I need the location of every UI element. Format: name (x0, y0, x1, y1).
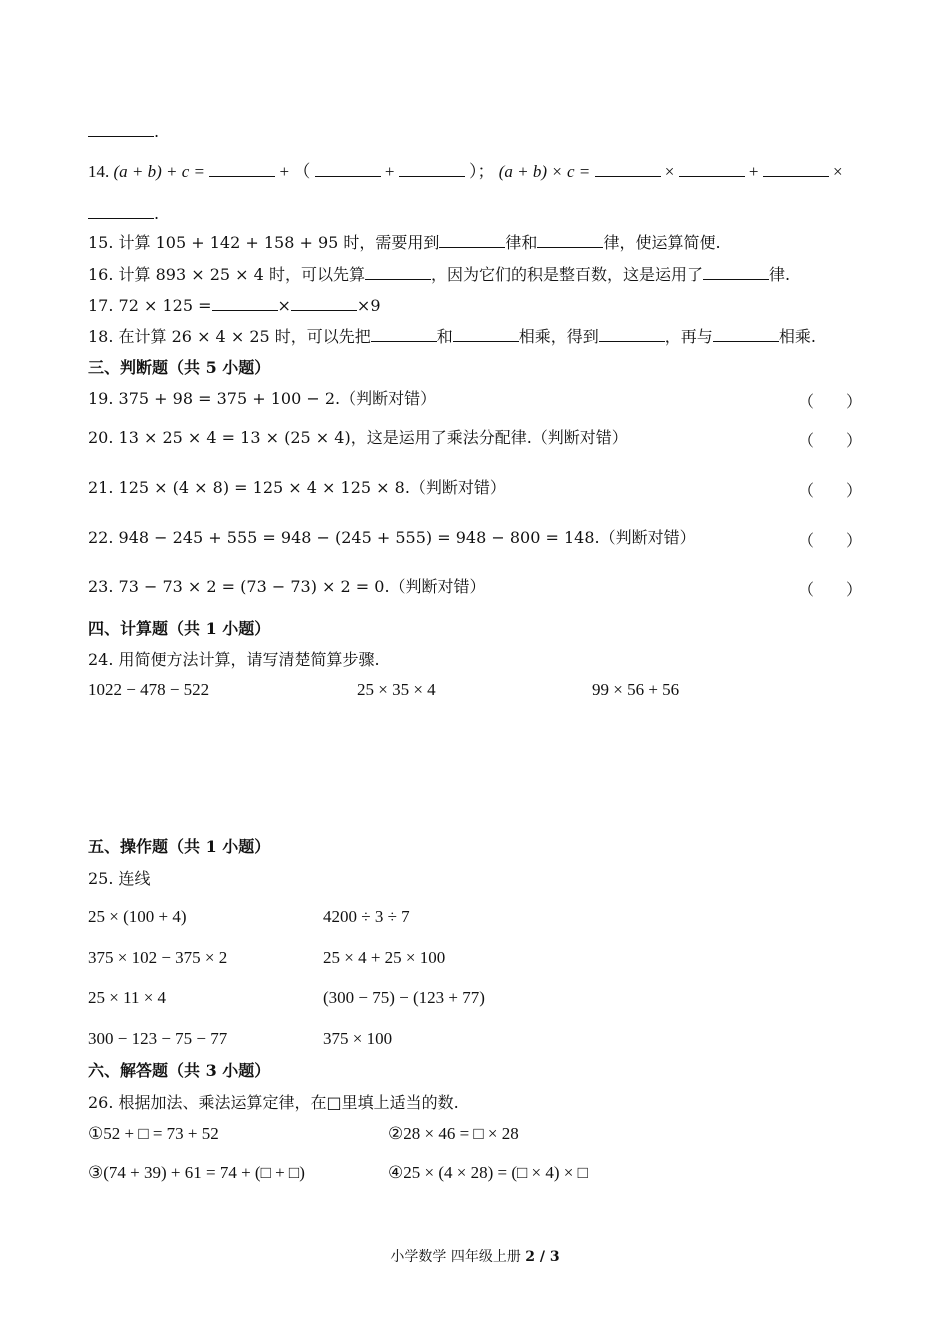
judge-item-22: 22. 948 − 245 + 555 = 948 − (245 + 555) = 948 − 800 = 148.（判断对错） (88, 528, 696, 547)
answer-blank (315, 162, 381, 177)
q26-item-2: ②28 × 46 = □ × 28 (388, 1124, 519, 1143)
judge-item-19: 19. 375 + 98 = 375 + 100 − 2.（判断对错） (88, 389, 437, 408)
q18-a: 和 (436, 327, 453, 346)
q14-lhs2: (a + b) × c = (498, 162, 591, 181)
answer-paren-22[interactable]: （ ） (798, 531, 863, 550)
judge-item-21: 21. 125 × (4 × 8) = 125 × 4 × 125 × 8.（判断对错） (88, 478, 506, 497)
q16-post: 律. (768, 265, 791, 284)
q26-title: 26. 根据加法、乘法运算定律，在□里填上适当的数. (88, 1093, 459, 1112)
q14-tail: . (154, 204, 160, 223)
q14-lhs1: (a + b) + c = (113, 162, 206, 181)
q26-item-1: ①52 + □ = 73 + 52 (88, 1124, 219, 1143)
section-heading-4: 四、计算题（共 1 小题） (88, 619, 271, 638)
q15-mid: 律和 (505, 233, 538, 252)
answer-blank (365, 265, 431, 280)
answer-blank (439, 233, 505, 248)
page-footer (0, 1246, 950, 1266)
answer-blank (595, 162, 661, 177)
q17-post: ×9 (356, 296, 381, 315)
answer-paren-23[interactable]: （ ） (798, 580, 863, 599)
judge-item-23: 23. 73 − 73 × 2 = (73 − 73) × 2 = 0.（判断对错） (88, 577, 486, 596)
q24-expr-3: 99 × 56 + 56 (592, 680, 680, 699)
q18-d: 相乘. (778, 327, 816, 346)
q13-tail: . (154, 122, 160, 141)
q26-item-4: ④25 × (4 × 28) = (□ × 4) × □ (388, 1163, 588, 1182)
judge-item-20: 20. 13 × 25 × 4 = 13 × (25 × 4)，这是运用了乘法分配律.（判断对错） (88, 428, 628, 447)
q18-b: 相乘，得到 (518, 327, 599, 346)
answer-paren-21[interactable]: （ ） (798, 481, 863, 500)
q14-tail-line (88, 204, 159, 224)
answer-blank (212, 296, 278, 311)
match-right-4[interactable]: 375 × 100 (323, 1029, 393, 1048)
match-left-3[interactable]: 25 × 11 × 4 (88, 988, 167, 1007)
footer-text: 小学数学 四年级上册 (390, 1249, 526, 1265)
q14-number: 14. (88, 162, 110, 181)
q26-item-3: ③(74 + 39) + 61 = 74 + (□ + □) (88, 1163, 305, 1182)
answer-blank (371, 327, 437, 342)
q15-post: 律，使运算简便. (603, 233, 721, 252)
q14-op3: × (664, 162, 675, 181)
q14-op5: × (832, 162, 843, 181)
answer-blank (679, 162, 745, 177)
q14-op2: + (384, 162, 395, 181)
answer-blank (537, 233, 603, 248)
match-right-3[interactable]: (300 − 75) − (123 + 77) (323, 988, 485, 1007)
q14-op1: + （ (279, 162, 311, 181)
q17-line (88, 296, 381, 316)
answer-blank (599, 327, 665, 342)
q15-pre: 15. 计算 105 + 142 + 158 + 95 时，需要用到 (88, 233, 440, 252)
answer-paren-19[interactable]: （ ） (798, 392, 863, 411)
answer-blank (291, 296, 357, 311)
q17-pre: 17. 72 × 125 = (88, 296, 212, 315)
answer-paren-20[interactable]: （ ） (798, 431, 863, 450)
answer-blank (88, 122, 154, 137)
q16-pre: 16. 计算 893 × 25 × 4 时，可以先算 (88, 265, 365, 284)
q14-line (88, 162, 843, 182)
match-right-2[interactable]: 25 × 4 + 25 × 100 (323, 948, 446, 967)
q24-title: 24. 用简便方法计算，请写清楚简算步骤. (88, 650, 380, 669)
answer-blank (703, 265, 769, 280)
match-left-2[interactable]: 375 × 102 − 375 × 2 (88, 948, 228, 967)
answer-blank (88, 204, 154, 219)
q18-line (88, 327, 816, 347)
q14-op4: + (748, 162, 759, 181)
q13-tail-line (88, 122, 159, 142)
answer-blank (763, 162, 829, 177)
match-right-1[interactable]: 4200 ÷ 3 ÷ 7 (323, 907, 410, 926)
q16-line (88, 265, 790, 285)
q25-title: 25. 连线 (88, 869, 151, 888)
answer-blank (453, 327, 519, 342)
answer-blank (209, 162, 275, 177)
answer-blank (713, 327, 779, 342)
section-heading-6: 六、解答题（共 3 小题） (88, 1061, 271, 1080)
q18-pre: 18. 在计算 26 × 4 × 25 时，可以先把 (88, 327, 371, 346)
section-heading-3: 三、判断题（共 5 小题） (88, 358, 271, 377)
match-left-1[interactable]: 25 × (100 + 4) (88, 907, 187, 926)
q17-mid: × (277, 296, 291, 315)
q15-line (88, 233, 721, 253)
page-number: 2 / 3 (525, 1249, 560, 1265)
q14-sep: ）； (468, 162, 495, 181)
q16-mid: ，因为它们的积是整百数，这是运用了 (430, 265, 703, 284)
q24-expr-1: 1022 − 478 − 522 (88, 680, 210, 699)
answer-blank (399, 162, 465, 177)
match-left-4[interactable]: 300 − 123 − 75 − 77 (88, 1029, 228, 1048)
q24-expr-2: 25 × 35 × 4 (357, 680, 436, 699)
section-heading-5: 五、操作题（共 1 小题） (88, 837, 271, 856)
q18-c: ，再与 (664, 327, 713, 346)
